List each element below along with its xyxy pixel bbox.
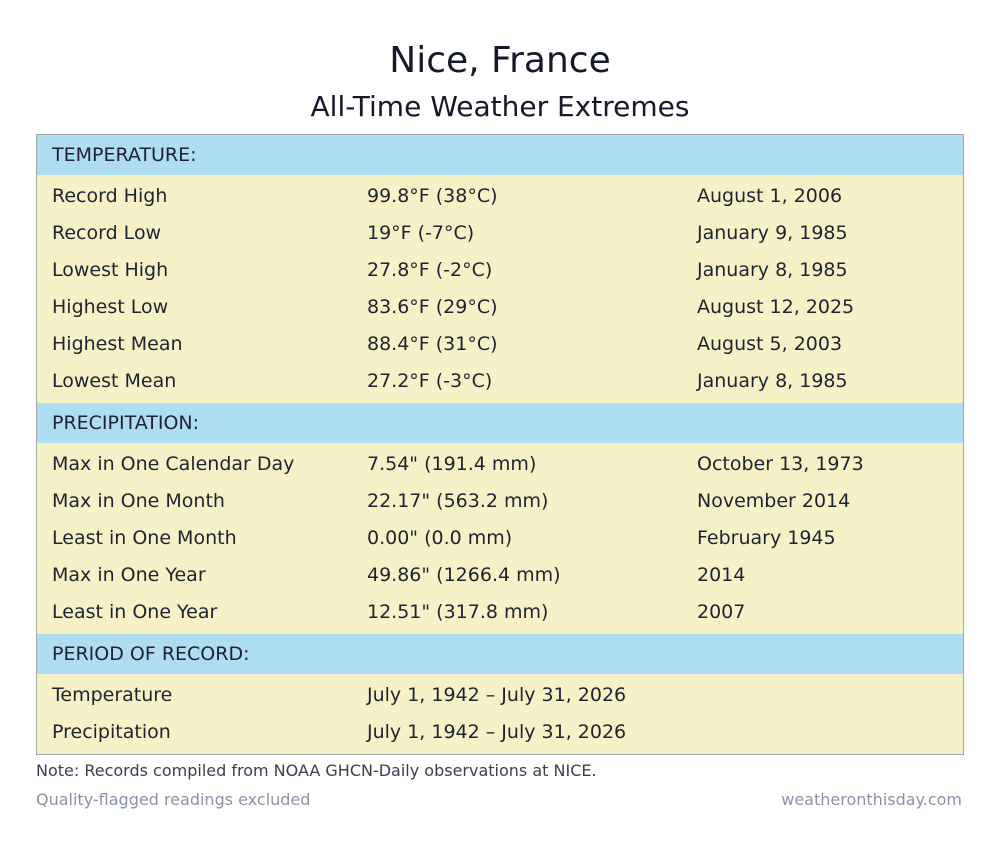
row-label: Least in One Month	[52, 526, 237, 549]
table-row	[37, 676, 963, 713]
row-value: July 1, 1942 – July 31, 2026	[367, 720, 627, 743]
table-row	[37, 482, 963, 519]
row-date: February 1945	[697, 526, 836, 549]
row-value: 12.51" (317.8 mm)	[367, 600, 549, 623]
row-date: August 5, 2003	[697, 332, 843, 355]
row-label: Record High	[52, 184, 168, 207]
row-label: Max in One Month	[52, 489, 225, 512]
row-value: 49.86" (1266.4 mm)	[367, 563, 561, 586]
row-label: Precipitation	[52, 720, 171, 743]
table-row	[37, 593, 963, 630]
section-header-period: PERIOD OF RECORD:	[37, 634, 963, 674]
section-header-precipitation: PRECIPITATION:	[37, 403, 963, 443]
site-credit: weatheronthisday.com	[781, 790, 962, 809]
page-title: Nice, France	[389, 40, 611, 81]
row-date: November 2014	[697, 489, 851, 512]
section-header-temperature: TEMPERATURE:	[37, 135, 963, 175]
row-value: 88.4°F (31°C)	[367, 332, 498, 355]
table-row	[37, 445, 963, 482]
row-label: Lowest Mean	[52, 369, 177, 392]
row-label: Record Low	[52, 221, 162, 244]
row-value: 99.8°F (38°C)	[367, 184, 498, 207]
table-row	[37, 288, 963, 325]
row-date: 2007	[697, 600, 746, 623]
table-row	[37, 362, 963, 399]
row-value: 22.17" (563.2 mm)	[367, 489, 549, 512]
table-row	[37, 713, 963, 750]
page-subtitle: All-Time Weather Extremes	[310, 90, 690, 123]
row-value: July 1, 1942 – July 31, 2026	[367, 683, 627, 706]
row-label: Highest Mean	[52, 332, 183, 355]
table-row	[37, 519, 963, 556]
row-value: 7.54" (191.4 mm)	[367, 452, 537, 475]
row-label: Least in One Year	[52, 600, 218, 623]
table-row	[37, 214, 963, 251]
row-label: Lowest High	[52, 258, 169, 281]
section-body-precipitation	[37, 443, 963, 634]
section-body-temperature	[37, 175, 963, 403]
row-label: Max in One Year	[52, 563, 206, 586]
row-label: Max in One Calendar Day	[52, 452, 295, 475]
row-date: January 9, 1985	[697, 221, 848, 244]
row-date: 2014	[697, 563, 746, 586]
table-row	[37, 325, 963, 362]
quality-note: Quality-flagged readings excluded	[36, 790, 311, 809]
table-row	[37, 556, 963, 593]
table-row	[37, 251, 963, 288]
row-date: August 1, 2006	[697, 184, 843, 207]
row-value: 27.8°F (-2°C)	[367, 258, 493, 281]
footer-note: Note: Records compiled from NOAA GHCN-Daily observations at NICE.	[36, 761, 597, 780]
row-date: October 13, 1973	[697, 452, 864, 475]
row-date: January 8, 1985	[697, 369, 848, 392]
row-value: 0.00" (0.0 mm)	[367, 526, 513, 549]
row-value: 83.6°F (29°C)	[367, 295, 498, 318]
section-body-period	[37, 674, 963, 754]
row-label: Temperature	[52, 683, 173, 706]
row-value: 19°F (-7°C)	[367, 221, 475, 244]
row-date: August 12, 2025	[697, 295, 855, 318]
row-value: 27.2°F (-3°C)	[367, 369, 493, 392]
row-label: Highest Low	[52, 295, 169, 318]
extremes-table	[36, 134, 964, 755]
table-row	[37, 177, 963, 214]
row-date: January 8, 1985	[697, 258, 848, 281]
